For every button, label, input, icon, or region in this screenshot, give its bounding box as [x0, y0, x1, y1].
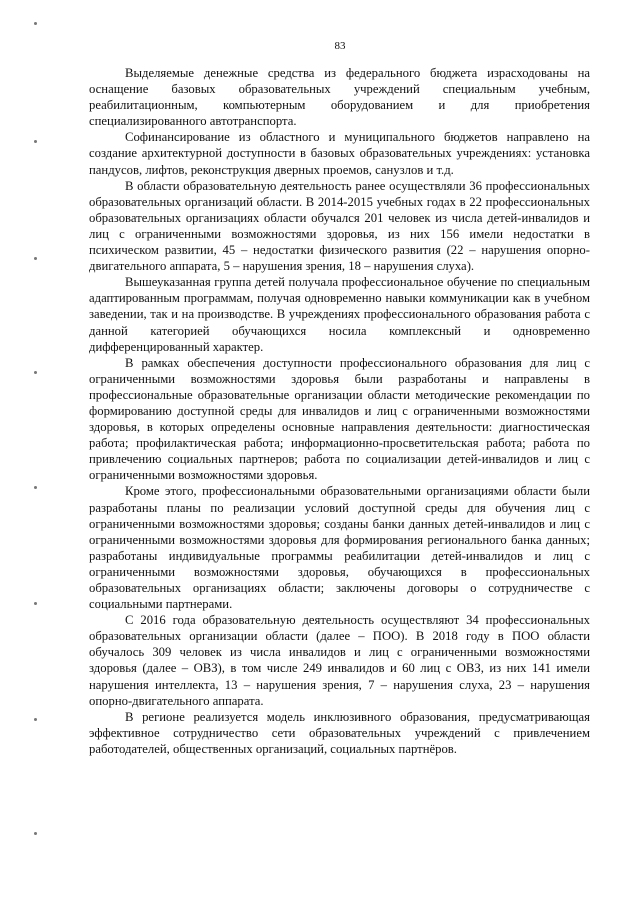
scan-margin-mark	[34, 22, 37, 25]
page-number: 83	[334, 40, 346, 52]
paragraph-adapted-programs: Вышеуказанная группа детей получала профессиональное обучение по специальным адаптированным программам, получая одновременно навыки коммуникации как в учебном заведении, так и на производстве. В учреждениях профессионального образования работа с данной категорией обучающихся носила комплексный и одновременно дифференцированный характер.	[89, 275, 590, 354]
paragraph-inclusive-model: В регионе реализуется модель инклюзивного образования, предусматривающая эффективное сотрудничество сети образовательных учреждений с привлечением работодателей, общественных организаций, социальных партнёров.	[89, 709, 590, 756]
paragraph-2016-2018-statistics: С 2016 года образовательную деятельность осуществляют 34 профессиональных образовательных организации области (далее – ПОО). В 2018 году в ПОО области обучалось 309 человек из числа инвалидов и лиц с ограниченными возможностями здоровья (далее – ОВЗ), в том числе 249 инвалидов и 60 лиц с ОВЗ, из них 141 имели нарушения интеллекта, 13 – нарушения зрения, 7 – нарушения слуха, 23 – нарушения опорно-двигательного аппарата.	[89, 613, 590, 708]
scan-margin-mark	[34, 140, 37, 143]
paragraph-cofinancing: Софинансирование из областного и муниципального бюджетов направлено на создание архитектурной доступности в базовых образовательных учреждениях: установка пандусов, лифтов, реконструкция дверных проемов, санузлов и т.д.	[89, 130, 590, 177]
paragraph-previous-organizations: В области образовательную деятельность ранее осуществляли 36 профессиональных образовательных организаций области. В 2014-2015 учебных годах в 22 профессиональных образовательных организациях области обучался 201 человек из числа детей-инвалидов и лиц с ограниченными возможностями здоровья, из них 156 имели недостатки в психическом развитии, 45 – недостатки физического развития (22 – нарушения опорно-двигательного аппарата, 5 – нарушения зрения, 18 – нарушения слуха).	[89, 178, 590, 274]
paragraph-federal-funds: Выделяемые денежные средства из федерального бюджета израсходованы на оснащение базовых образовательных учреждений специальным учебным, реабилитационным, компьютерным оборудованием и для приобретения специализированного автотранспорта.	[89, 66, 590, 129]
paragraph-accessibility-plans: Кроме этого, профессиональными образовательными организациями области были разработаны планы по реализации условий доступной среды для обучения лиц с ограниченными возможностями здоровья; созданы банки данных детей-инвалидов и лиц с ограниченными возможностями здоровья для формирования регионального банка данных; разработаны индивидуальные программы реабилитации детей-инвалидов и лиц с ограниченными возможностями здоровья, обучающихся в профессиональных образовательных организациях области; заключены договоры о сотрудничестве с социальными партнерами.	[89, 484, 590, 612]
scan-margin-mark	[34, 602, 37, 605]
document-body	[89, 65, 590, 757]
scan-margin-mark	[34, 257, 37, 260]
scan-margin-mark	[34, 718, 37, 721]
scan-margin-mark	[34, 832, 37, 835]
scan-margin-mark	[34, 486, 37, 489]
paragraph-methodical-recommendations: В рамках обеспечения доступности профессионального образования для лиц с ограниченными возможностями здоровья были разработаны и направлены в профессиональные образовательные организации области методические рекомендации по формированию доступной среды для инвалидов и лиц с ограниченными возможностями здоровья, в которых определены основные направления деятельности: диагностическая работа; профилактическая работа; информационно-просветительская работа; работа по привлечению социальных партнеров; работа по социализации детей-инвалидов и лиц с ограниченными возможностями здоровья.	[89, 355, 590, 483]
scan-margin-mark	[34, 371, 37, 374]
